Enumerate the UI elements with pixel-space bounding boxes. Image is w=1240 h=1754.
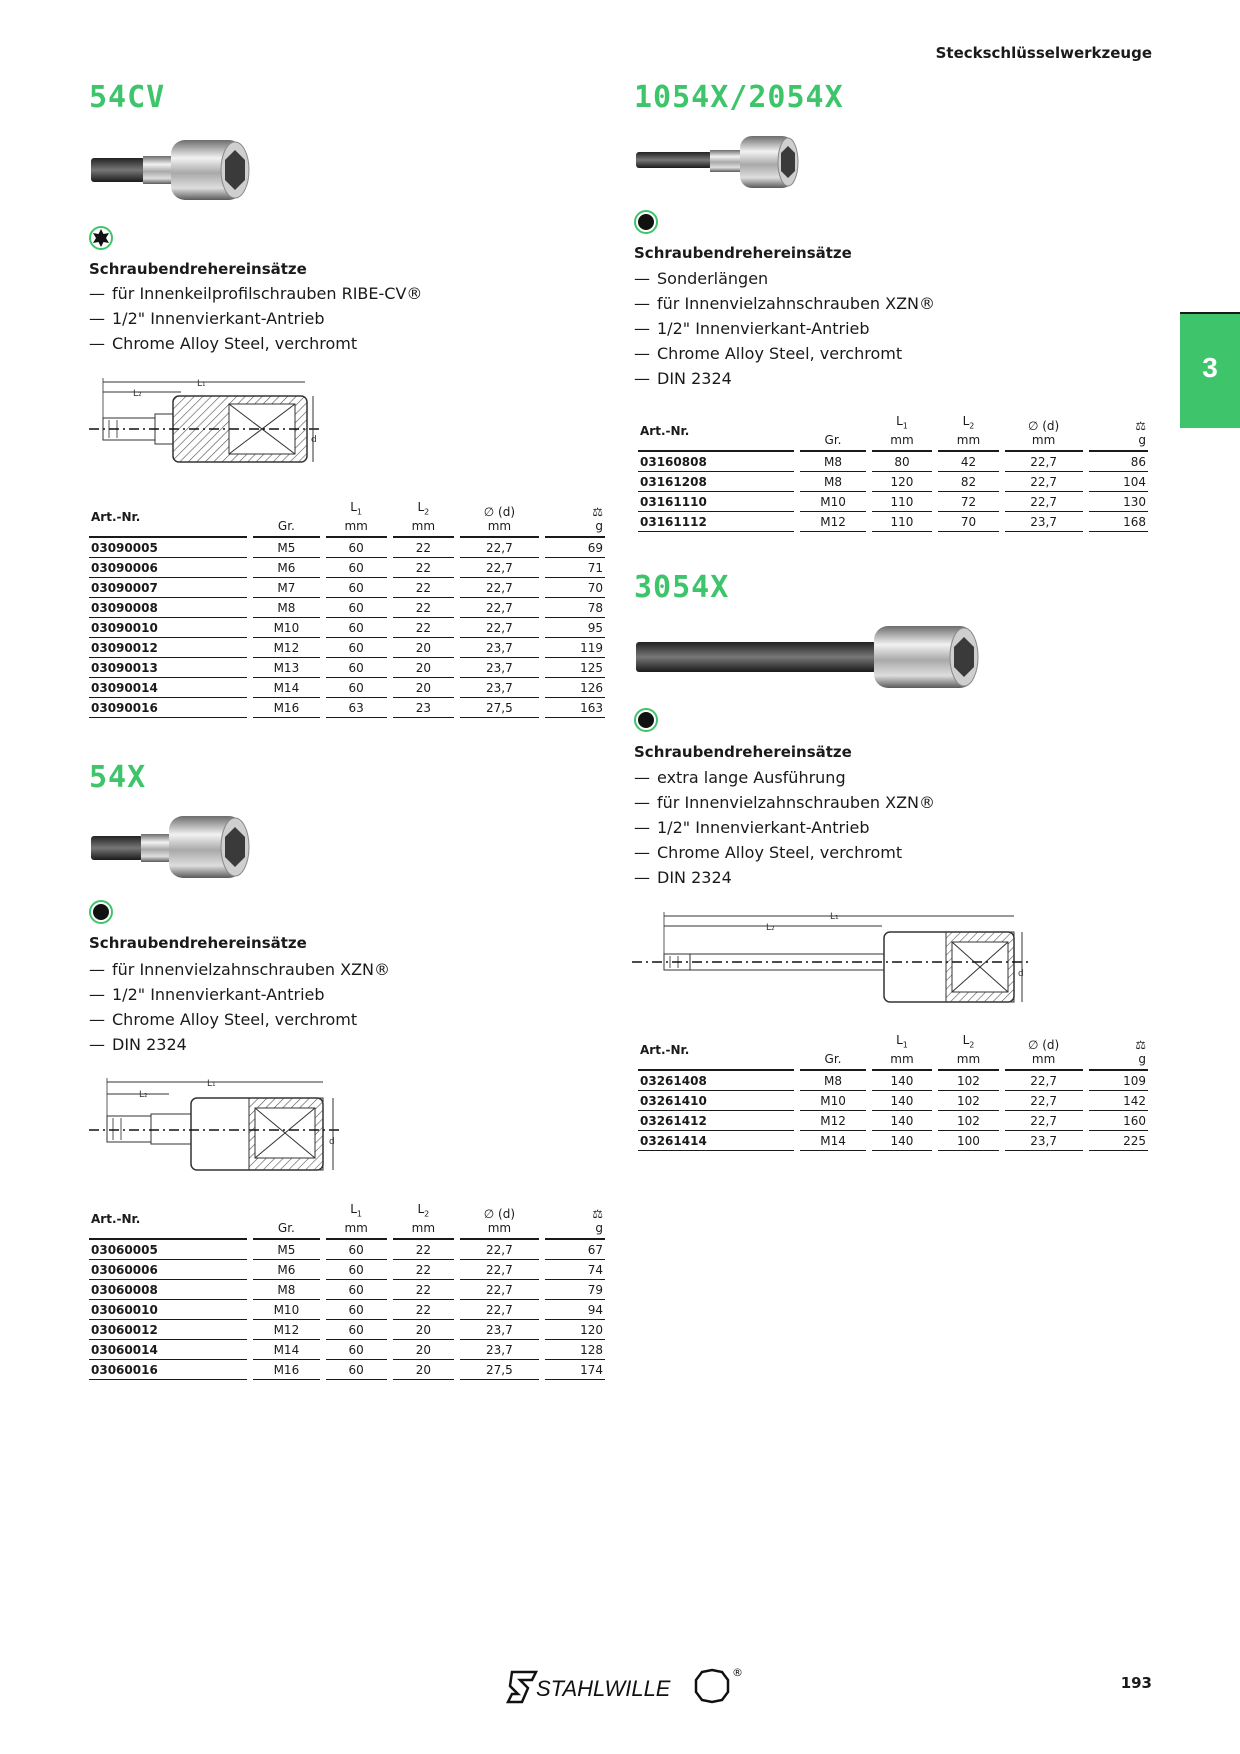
cell-l1: 60 [326,538,387,558]
cell-art-nr: 03261410 [638,1091,794,1111]
cell-l1: 60 [326,1320,387,1340]
list-item: — 1/2" Innenvierkant-Antrieb [89,985,325,1004]
section-subtitle-1054x: Schraubendrehereinsätze [634,244,852,262]
cell-l2: 22 [393,1280,454,1300]
spec-table-54x [83,1202,611,1380]
cell-weight: 109 [1089,1071,1148,1091]
cell-weight: 69 [545,538,605,558]
list-item: — DIN 2324 [634,369,732,388]
col-l1: $L_1$ mm [326,500,387,538]
col-weight: ⚖ g [1089,1033,1148,1071]
cell-l1: 60 [326,598,387,618]
cell-l2: 22 [393,598,454,618]
col-diameter: ∅ (d) mm [1005,1033,1083,1071]
table-row [89,1260,605,1280]
cell-size: M7 [253,578,319,598]
col-weight: ⚖ g [545,500,605,538]
cell-weight: 120 [545,1320,605,1340]
list-item: — für Innenvielzahnschrauben XZN® [89,960,391,979]
cell-l2: 102 [938,1111,998,1131]
cell-art-nr: 03090010 [89,618,247,638]
cell-weight: 94 [545,1300,605,1320]
col-diameter: ∅ (d) mm [460,1202,539,1240]
cell-art-nr: 03160808 [638,452,794,472]
cell-diameter: 23,7 [460,678,539,698]
cell-size: M8 [800,452,865,472]
spec-table-1054x [632,414,1154,532]
cell-size: M12 [253,638,319,658]
table-row [638,1111,1148,1131]
table-row [638,1131,1148,1151]
cell-art-nr: 03060012 [89,1320,247,1340]
cell-diameter: 23,7 [460,658,539,678]
cell-l1: 60 [326,1300,387,1320]
cell-diameter: 22,7 [460,1300,539,1320]
cell-l1: 120 [872,472,932,492]
list-item: — 1/2" Innenvierkant-Antrieb [634,319,870,338]
cell-art-nr: 03090007 [89,578,247,598]
cell-diameter: 22,7 [460,618,539,638]
col-diameter: ∅ (d) mm [1005,414,1083,452]
cell-art-nr: 03090014 [89,678,247,698]
table-header-row [638,1033,1148,1071]
col-size: Gr. [253,1202,319,1240]
cell-diameter: 22,7 [460,598,539,618]
cell-l2: 100 [938,1131,998,1151]
cell-size: M12 [800,1111,865,1131]
table-row [89,658,605,678]
cell-weight: 79 [545,1280,605,1300]
cell-art-nr: 03060005 [89,1240,247,1260]
section-title-3054x: 3054X [634,570,730,605]
cell-size: M14 [800,1131,865,1151]
cell-l2: 20 [393,638,454,658]
cell-size: M14 [253,1340,319,1360]
cell-l2: 22 [393,1300,454,1320]
cell-size: M10 [253,1300,319,1320]
table-row [89,618,605,638]
logo-wordmark: STAHLWILLE [536,1676,671,1701]
dimension-l2-label: L₂ [133,389,142,399]
cell-diameter: 22,7 [460,538,539,558]
section-title-54x: 54X [89,760,147,795]
table-header-row [89,1202,605,1240]
cell-size: M5 [253,538,319,558]
table-row [89,1300,605,1320]
cell-l2: 22 [393,618,454,638]
col-l2: $L_2$ mm [393,500,454,538]
table-row [89,1240,605,1260]
col-l2: $L_2$ mm [938,414,998,452]
cell-size: M12 [800,512,865,532]
list-item: — für Innenkeilprofilschrauben RIBE-CV® [89,284,423,303]
stahlwille-logo [506,1662,746,1716]
chapter-tab-number: 3 [1202,352,1218,383]
list-item: — Chrome Alloy Steel, verchromt [634,843,903,862]
dimension-d-label: d [329,1137,335,1147]
cell-l2: 20 [393,658,454,678]
cell-size: M16 [253,698,319,718]
section-title-54cv: 54CV [89,80,166,115]
cell-diameter: 23,7 [1005,512,1083,532]
cell-art-nr: 03090012 [89,638,247,658]
dimension-d-label: d [1018,969,1024,979]
cell-weight: 163 [545,698,605,718]
cell-art-nr: 03161208 [638,472,794,492]
xzn-profile-icon [634,708,658,736]
cell-l2: 22 [393,1260,454,1280]
table-row [638,512,1148,532]
col-size: Gr. [253,500,319,538]
cell-diameter: 22,7 [1005,472,1083,492]
cell-art-nr: 03090013 [89,658,247,678]
section-subtitle-54cv: Schraubendrehereinsätze [89,260,307,278]
cell-l1: 63 [326,698,387,718]
cell-art-nr: 03090005 [89,538,247,558]
dimension-l2-label: L₂ [766,923,775,933]
dimension-l1-label: L₁ [830,912,839,922]
col-diameter: ∅ (d) mm [460,500,539,538]
cell-size: M8 [253,598,319,618]
cell-weight: 78 [545,598,605,618]
product-photo-1054x [634,132,804,192]
list-item: — extra lange Ausführung [634,768,846,787]
cell-diameter: 23,7 [460,638,539,658]
cell-weight: 70 [545,578,605,598]
cell-l2: 22 [393,578,454,598]
table-row [89,558,605,578]
dimension-l2-label: L₂ [139,1090,148,1100]
cell-size: M10 [253,618,319,638]
cell-art-nr: 03090006 [89,558,247,578]
cell-size: M16 [253,1360,319,1380]
table-row [638,1091,1148,1111]
col-art-nr: Art.-Nr. [638,1033,794,1071]
balance-scale-icon: ⚖ [1135,419,1146,434]
table-row [638,452,1148,472]
col-weight: ⚖ g [545,1202,605,1240]
xzn-profile-icon [89,900,113,928]
cell-l1: 60 [326,618,387,638]
cell-l1: 140 [872,1071,932,1091]
cell-size: M10 [800,1091,865,1111]
col-l1: $L_1$ mm [872,414,932,452]
table-row [638,472,1148,492]
cell-weight: 174 [545,1360,605,1380]
cell-diameter: 22,7 [1005,1111,1083,1131]
dimension-l1-label: L₁ [197,379,206,389]
dimension-l1-label: L₁ [207,1079,216,1089]
list-item: — Sonderlängen [634,269,769,288]
cell-weight: 128 [545,1340,605,1360]
section-title-1054x: 1054X/2054X [634,80,844,115]
col-size: Gr. [800,1033,865,1071]
cell-diameter: 22,7 [1005,452,1083,472]
table-row [638,492,1148,512]
cell-l2: 82 [938,472,998,492]
cell-art-nr: 03060010 [89,1300,247,1320]
cell-size: M8 [253,1280,319,1300]
cell-weight: 74 [545,1260,605,1280]
cell-l1: 110 [872,492,932,512]
product-photo-3054x [634,620,984,694]
cell-diameter: 23,7 [1005,1131,1083,1151]
table-row [89,698,605,718]
table-header-row [89,500,605,538]
cell-diameter: 22,7 [1005,1091,1083,1111]
cell-art-nr: 03261412 [638,1111,794,1131]
cell-size: M8 [800,1071,865,1091]
list-item: — für Innenvielzahnschrauben XZN® [634,294,936,313]
table-row [89,1360,605,1380]
col-l1: $L_1$ mm [872,1033,932,1071]
cell-size: M8 [800,472,865,492]
cell-diameter: 22,7 [1005,1071,1083,1091]
cell-size: M12 [253,1320,319,1340]
list-item: — 1/2" Innenvierkant-Antrieb [89,309,325,328]
cell-l1: 60 [326,658,387,678]
cell-l1: 60 [326,1340,387,1360]
table-row [638,1071,1148,1091]
cell-l2: 72 [938,492,998,512]
dimension-d-label: d [311,435,317,445]
cell-l1: 140 [872,1111,932,1131]
list-item: — Chrome Alloy Steel, verchromt [89,334,358,353]
cell-weight: 126 [545,678,605,698]
cell-l2: 102 [938,1091,998,1111]
cell-l2: 20 [393,1360,454,1380]
col-size: Gr. [800,414,865,452]
cell-art-nr: 03161112 [638,512,794,532]
col-l2: $L_2$ mm [393,1202,454,1240]
cell-diameter: 22,7 [460,558,539,578]
cell-l1: 60 [326,578,387,598]
cell-l1: 140 [872,1091,932,1111]
chapter-tab[interactable] [1180,312,1240,428]
table-row [89,598,605,618]
product-photo-54cv [89,136,259,204]
technical-drawing-3054x [632,904,1032,1014]
cell-weight: 67 [545,1240,605,1260]
cell-l1: 60 [326,678,387,698]
cell-l2: 42 [938,452,998,472]
cell-l1: 140 [872,1131,932,1151]
cell-diameter: 23,7 [460,1320,539,1340]
cell-l2: 23 [393,698,454,718]
technical-drawing-54cv [89,374,329,484]
table-row [89,1280,605,1300]
list-item: — DIN 2324 [89,1035,187,1054]
cell-art-nr: 03060006 [89,1260,247,1280]
cell-art-nr: 03060008 [89,1280,247,1300]
list-item: — DIN 2324 [634,868,732,887]
section-subtitle-54x: Schraubendrehereinsätze [89,934,307,952]
table-row [89,678,605,698]
col-art-nr: Art.-Nr. [638,414,794,452]
col-weight: ⚖ g [1089,414,1148,452]
col-art-nr: Art.-Nr. [89,500,247,538]
cell-l2: 20 [393,1340,454,1360]
cell-diameter: 22,7 [460,1240,539,1260]
table-row [89,638,605,658]
cell-l1: 60 [326,1360,387,1380]
cell-art-nr: 03060016 [89,1360,247,1380]
balance-scale-icon: ⚖ [1135,1038,1146,1053]
cell-l1: 60 [326,1240,387,1260]
cell-l1: 110 [872,512,932,532]
cell-weight: 225 [1089,1131,1148,1151]
spec-table-54cv [83,500,611,718]
feature-list-54x [89,957,390,1057]
cell-l2: 22 [393,558,454,578]
cell-l2: 22 [393,1240,454,1260]
table-row [89,538,605,558]
cell-art-nr: 03161110 [638,492,794,512]
spec-table-3054x [632,1033,1154,1151]
cell-size: M5 [253,1240,319,1260]
cell-weight: 119 [545,638,605,658]
xzn-profile-icon [634,210,658,238]
cell-weight: 95 [545,618,605,638]
cell-weight: 86 [1089,452,1148,472]
cell-diameter: 22,7 [460,1280,539,1300]
cell-diameter: 23,7 [460,1340,539,1360]
cell-l1: 60 [326,1280,387,1300]
cell-diameter: 27,5 [460,698,539,718]
col-l2: $L_2$ mm [938,1033,998,1071]
cell-art-nr: 03261414 [638,1131,794,1151]
table-row [89,578,605,598]
cell-size: M10 [800,492,865,512]
col-art-nr: Art.-Nr. [89,1202,247,1240]
table-row [89,1340,605,1360]
section-subtitle-3054x: Schraubendrehereinsätze [634,743,852,761]
page-category-header: Steckschlüsselwerkzeuge [935,44,1152,62]
page-number: 193 [1120,1674,1152,1692]
list-item: — Chrome Alloy Steel, verchromt [634,344,903,363]
cell-weight: 125 [545,658,605,678]
cell-l1: 60 [326,1260,387,1280]
balance-scale-icon: ⚖ [592,1207,603,1222]
feature-list-3054x [634,765,935,890]
table-row [89,1320,605,1340]
cell-weight: 168 [1089,512,1148,532]
cell-diameter: 27,5 [460,1360,539,1380]
balance-scale-icon: ⚖ [592,505,603,520]
cell-weight: 104 [1089,472,1148,492]
cell-l1: 80 [872,452,932,472]
cell-l2: 20 [393,1320,454,1340]
cell-size: M6 [253,1260,319,1280]
technical-drawing-54x [89,1072,349,1182]
cell-l2: 20 [393,678,454,698]
table-header-row [638,414,1148,452]
cell-l1: 60 [326,558,387,578]
cell-art-nr: 03060014 [89,1340,247,1360]
cell-art-nr: 03090008 [89,598,247,618]
registered-mark: ® [732,1666,743,1679]
cell-size: M13 [253,658,319,678]
cell-l1: 60 [326,638,387,658]
feature-list-54cv [89,281,422,356]
cell-size: M14 [253,678,319,698]
col-l1: $L_1$ mm [326,1202,387,1240]
cell-diameter: 22,7 [1005,492,1083,512]
cell-l2: 22 [393,538,454,558]
cell-weight: 160 [1089,1111,1148,1131]
feature-list-1054x [634,266,935,391]
cell-weight: 142 [1089,1091,1148,1111]
list-item: — Chrome Alloy Steel, verchromt [89,1010,358,1029]
list-item: — 1/2" Innenvierkant-Antrieb [634,818,870,837]
cell-diameter: 22,7 [460,578,539,598]
cell-weight: 71 [545,558,605,578]
cell-art-nr: 03261408 [638,1071,794,1091]
product-photo-54x [89,812,259,882]
cell-weight: 130 [1089,492,1148,512]
cell-size: M6 [253,558,319,578]
cell-diameter: 22,7 [460,1260,539,1280]
cell-l2: 102 [938,1071,998,1091]
cell-l2: 70 [938,512,998,532]
ribe-cv-profile-icon [89,226,113,254]
cell-art-nr: 03090016 [89,698,247,718]
list-item: — für Innenvielzahnschrauben XZN® [634,793,936,812]
